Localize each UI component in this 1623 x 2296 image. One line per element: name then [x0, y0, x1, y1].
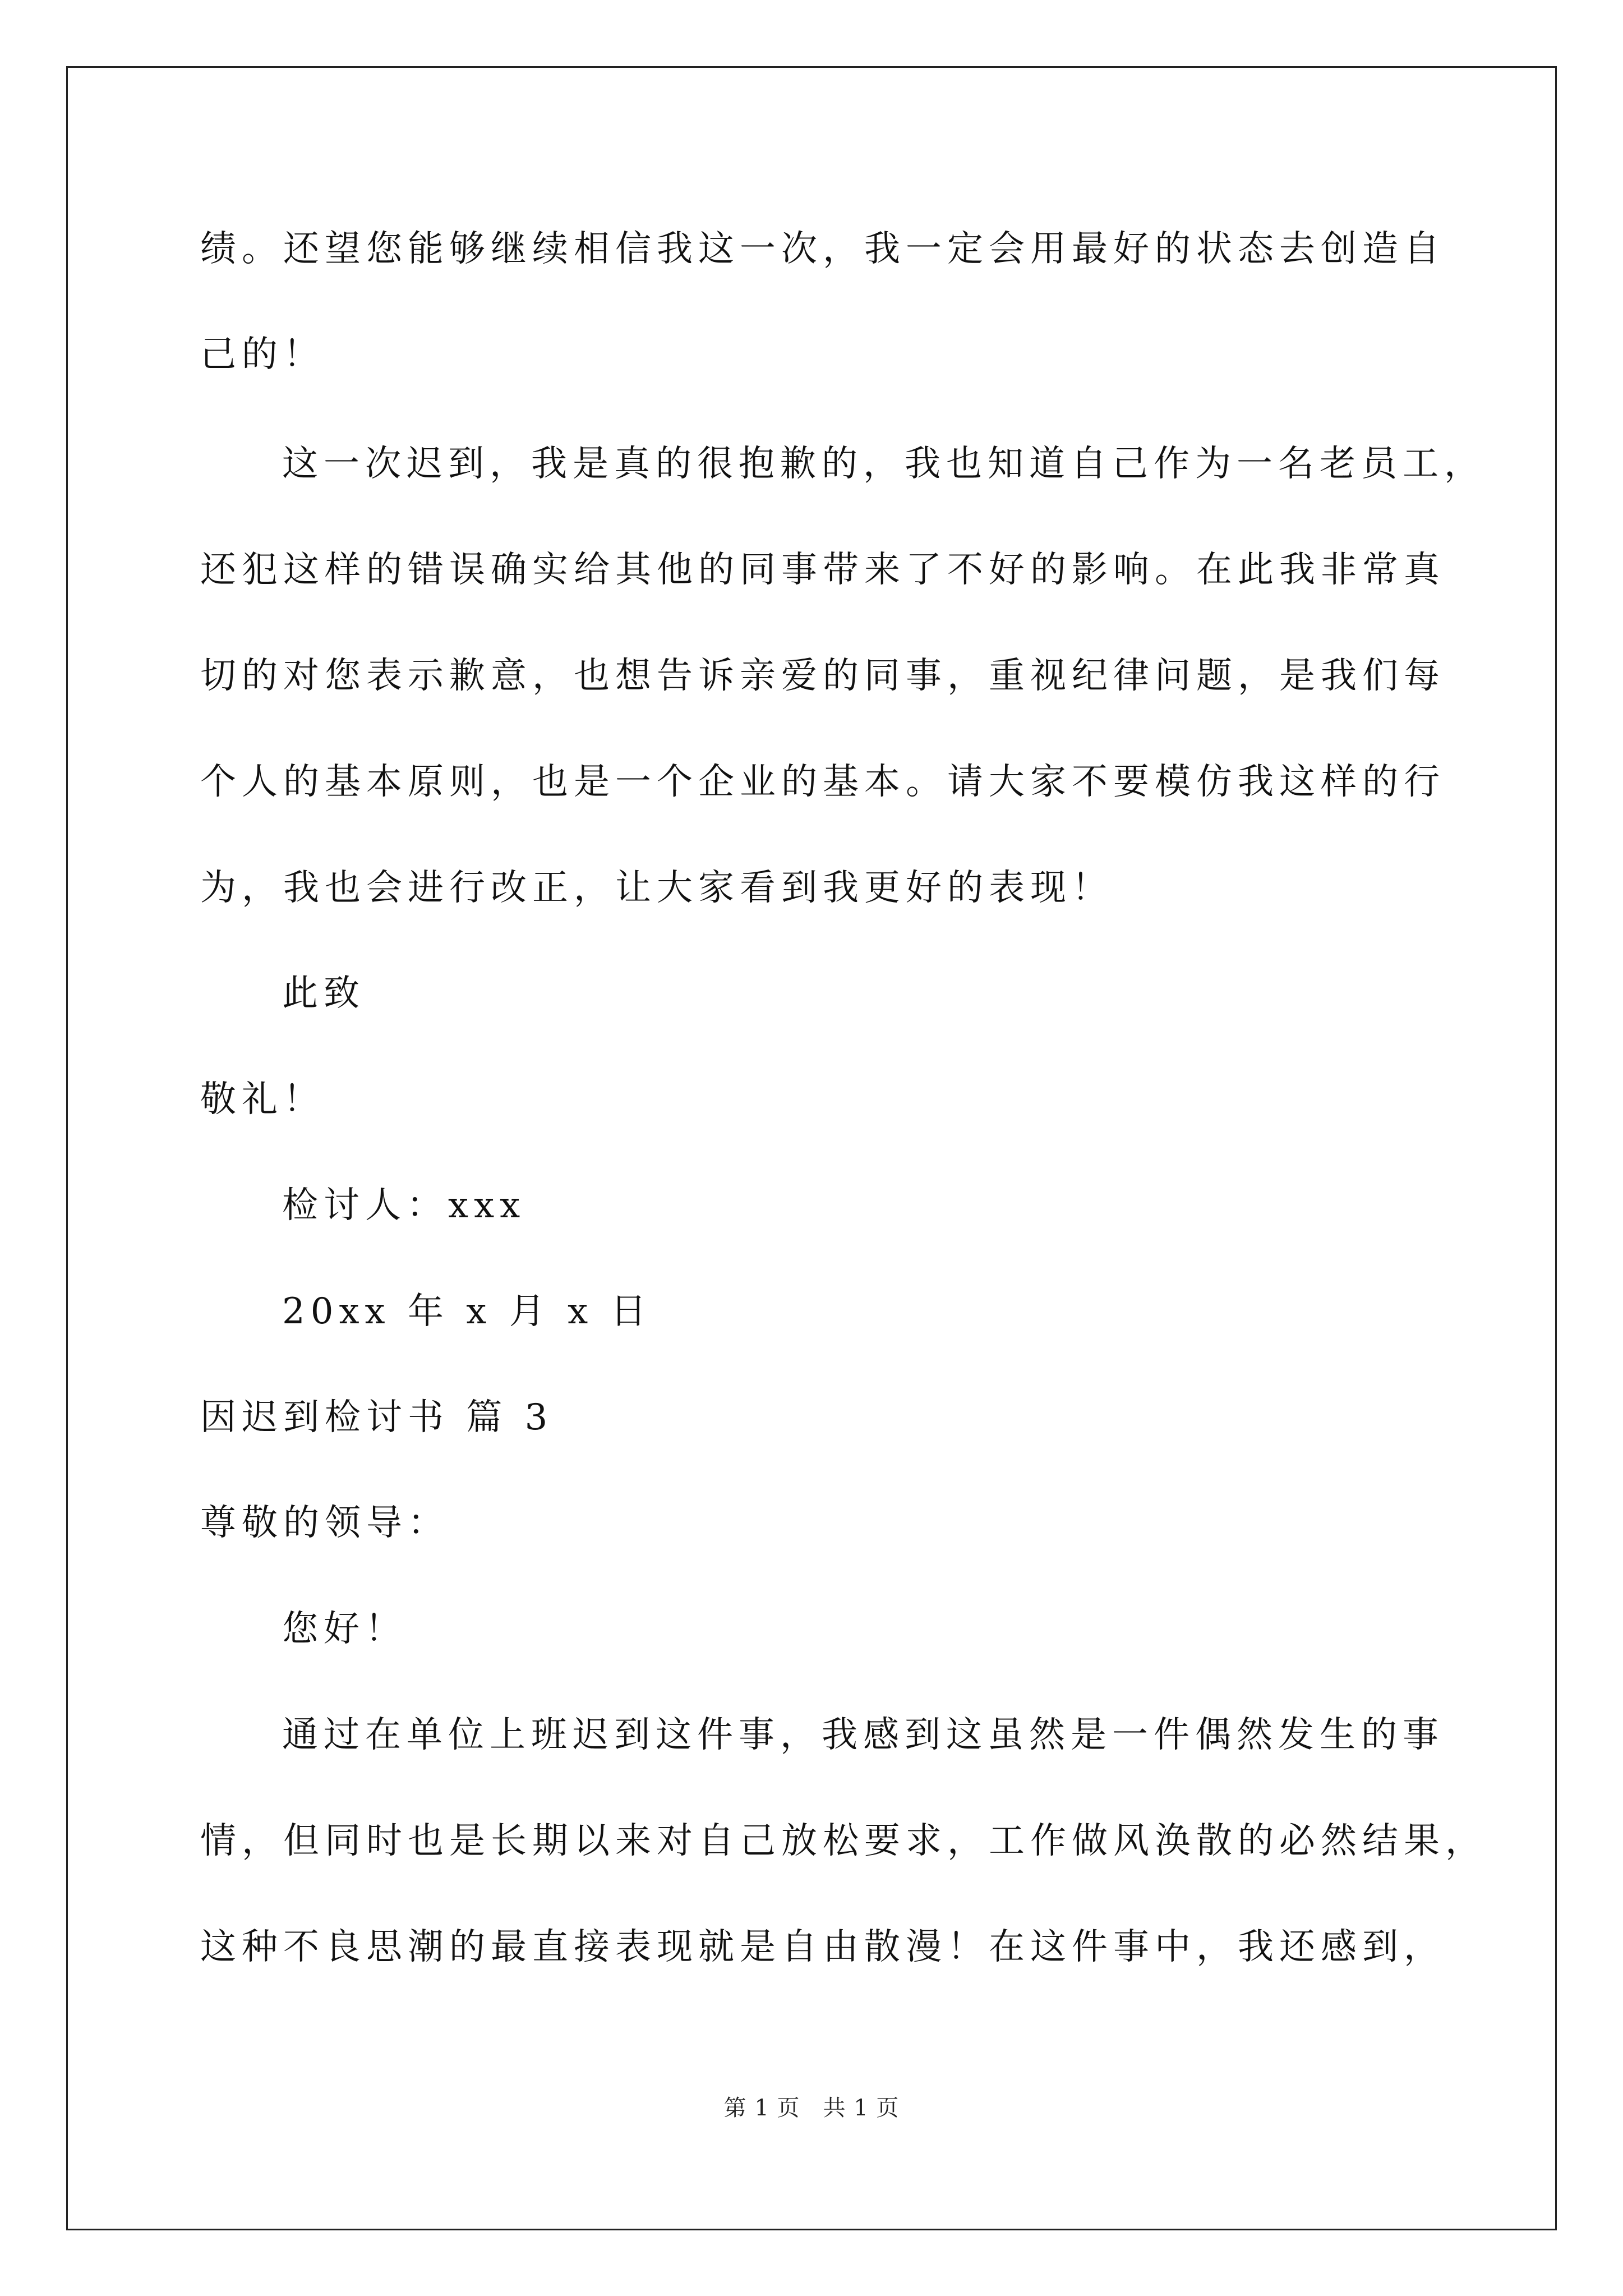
- text-line: 绩。还望您能够继续相信我这一次，我一定会用最好的状态去创造自: [200, 228, 1445, 270]
- closing-regards: 敬礼！: [200, 1079, 325, 1120]
- text-line: 这种不良思潮的最直接表现就是自由散漫！在这件事中，我还感到，: [200, 1926, 1445, 1968]
- text-line: 通过在单位上班迟到这件事，我感到这虽然是一件偶然发生的事: [282, 1714, 1444, 1756]
- page-border: [66, 66, 1557, 2230]
- text-line: 为，我也会进行改正，让大家看到我更好的表现！: [200, 867, 1113, 909]
- text-line: 切的对您表示歉意，也想告诉亲爱的同事，重视纪律问题，是我们每: [200, 655, 1445, 697]
- text-line: 情，但同时也是长期以来对自己放松要求，工作做风涣散的必然结果，: [200, 1820, 1487, 1862]
- page-footer: 第 1 页 共 1 页: [723, 2095, 900, 2121]
- letter-greeting: 您好！: [282, 1608, 407, 1650]
- signature-author: 检讨人：xxx: [282, 1185, 526, 1226]
- text-line: 个人的基本原则，也是一个企业的基本。请大家不要模仿我这样的行: [200, 761, 1445, 803]
- closing-salutation: 此致: [282, 973, 365, 1014]
- text-line: 己的！: [200, 334, 325, 375]
- text-line: 这一次迟到，我是真的很抱歉的，我也知道自己作为一名老员工，: [282, 443, 1486, 485]
- signature-date: 20xx 年 x 月 x 日: [282, 1291, 652, 1332]
- letter-recipient: 尊敬的领导：: [200, 1502, 449, 1544]
- section-title: 因迟到检讨书 篇 3: [200, 1397, 554, 1438]
- text-line: 还犯这样的错误确实给其他的同事带来了不好的影响。在此我非常真: [200, 549, 1445, 591]
